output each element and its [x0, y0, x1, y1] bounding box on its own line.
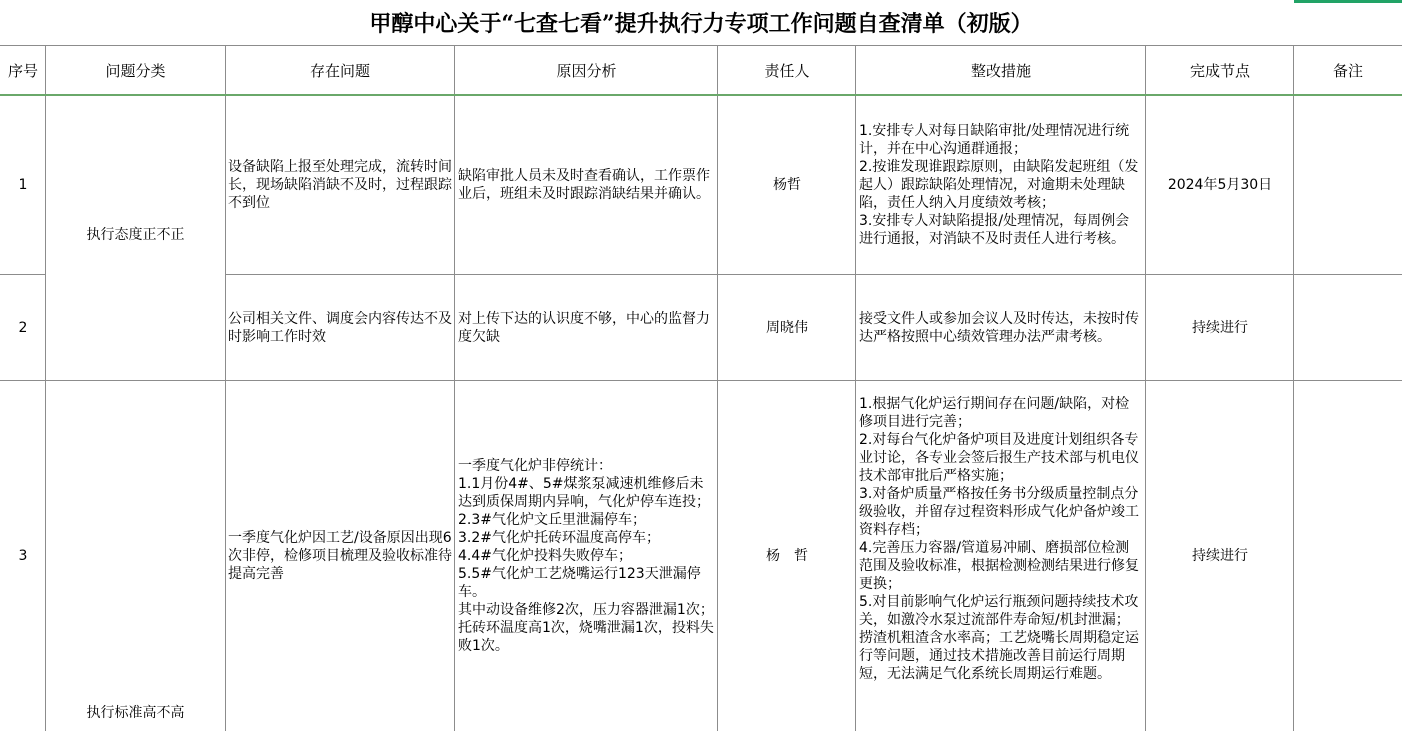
row3-cause[interactable]: [455, 381, 718, 731]
row2-deadline[interactable]: 持续进行: [1192, 319, 1248, 336]
header-no[interactable]: 序号: [7, 61, 38, 80]
group-cell-standard[interactable]: [46, 381, 225, 731]
row3-no[interactable]: 3: [18, 548, 28, 564]
row1-measures[interactable]: [856, 96, 1146, 274]
row3-problem-text: 一季度气化炉因工艺/设备原因出现6次非停，检修项目梳理及验收标准待提高完善: [228, 530, 452, 582]
row2-problem-text: 公司相关文件、调度会内容传达不及时影响工作时效: [228, 310, 452, 345]
header-category[interactable]: 问题分类: [105, 61, 166, 80]
sheet-title: 甲醇中心关于“七查七看”提升执行力专项工作问题自查清单（初版）: [0, 0, 1402, 46]
row2-problem[interactable]: [225, 275, 455, 380]
group-label-standard: 执行标准高不高: [86, 705, 185, 721]
header-cause[interactable]: 原因分析: [556, 61, 617, 80]
row1-problem[interactable]: [225, 96, 455, 274]
row3-deadline[interactable]: 持续进行: [1192, 548, 1248, 564]
row2-measures[interactable]: [856, 275, 1146, 380]
row2-cause[interactable]: [455, 275, 718, 380]
row1-remark[interactable]: [1294, 96, 1402, 274]
row2-measures-text: 接受文件人或参加会议人及时传达，未按时传达严格按照中心绩效管理办法严肃考核。: [859, 310, 1139, 345]
row3-measures-text: 1.根据气化炉运行期间存在问题/缺陷，对检修项目进行完善； 2.对每台气化炉备炉项目及进度计划组织各专业讨论，各专业会签后报生产技术部与机电仪技术部审批后严格实施； 3.对备炉质量严格按任务书分级质量控制点分级验收，并留存过程资料形成气化炉备炉竣工资料存档； 4.完善压力容器/管道易冲刷、磨损部位检测范围及验收标准，根据检测检测结果进行修复更换； 5.对目前影响气化炉运行瓶颈问题持续技术攻关，如激冷水泵过流部件寿命短/机封泄漏；捞渣机粗渣含水率高；工艺烧嘴长周期稳定运行等问题，通过技术措施改善目前运行周期短，无法满足气化系统长周期运行难题。: [859, 396, 1139, 682]
row1-no[interactable]: 1: [18, 177, 28, 193]
header-problem[interactable]: 存在问题: [309, 61, 370, 80]
row3-remark[interactable]: [1294, 381, 1402, 731]
group-label-attitude: 执行态度正不正: [86, 227, 185, 243]
group-cell-attitude[interactable]: [46, 96, 225, 379]
row3-measures[interactable]: [856, 381, 1146, 731]
row2-owner[interactable]: 周晓伟: [766, 319, 808, 336]
row2-remark[interactable]: [1294, 275, 1402, 380]
row1-problem-text: 设备缺陷上报至处理完成，流转时间长，现场缺陷消缺不及时，过程跟踪不到位: [228, 159, 452, 211]
top-accent-line: [1294, 0, 1402, 3]
header-remark[interactable]: 备注: [1332, 61, 1363, 80]
row3-cause-text: 一季度气化炉非停统计： 1.1月份4#、5#煤浆泵减速机维修后未达到质保周期内异响，气化炉停车连投； 2.3#气化炉文丘里泄漏停车； 3.2#气化炉托砖环温度高停车； 4.4#气化炉投料失败停车； 5.5#气化炉工艺烧嘴运行123天泄漏停车。 其中动设备维修2次，压力容器泄漏1次；托砖环温度高1次，烧嘴泄漏1次，投料失败1次。: [458, 458, 714, 654]
row2-cause-text: 对上传下达的认识度不够，中心的监督力度欠缺: [458, 310, 710, 345]
row3-problem[interactable]: [225, 381, 455, 731]
row1-cause-text: 缺陷审批人员未及时查看确认，工作票作业后，班组未及时跟踪消缺结果并确认。: [458, 168, 710, 202]
header-deadline[interactable]: 完成节点: [1189, 61, 1250, 80]
row3-owner[interactable]: 杨 哲: [766, 548, 808, 564]
row1-deadline[interactable]: 2024年5月30日: [1167, 177, 1273, 193]
row2-no[interactable]: 2: [18, 319, 28, 336]
header-owner[interactable]: 责任人: [764, 61, 810, 80]
row1-owner[interactable]: 杨哲: [773, 177, 801, 193]
row1-cause[interactable]: [455, 96, 718, 274]
row1-measures-text: 1.安排专人对每日缺陷审批/处理情况进行统计，并在中心沟通群通报； 2.按谁发现谁跟踪原则，由缺陷发起班组（发起人）跟踪缺陷处理情况，对逾期未处理缺陷，责任人纳入月度绩效考核； 3.安排专人对缺陷提报/处理情况，每周例会进行通报，对消缺不及时责任人进行考核。: [859, 123, 1139, 247]
header-measures[interactable]: 整改措施: [970, 61, 1031, 80]
